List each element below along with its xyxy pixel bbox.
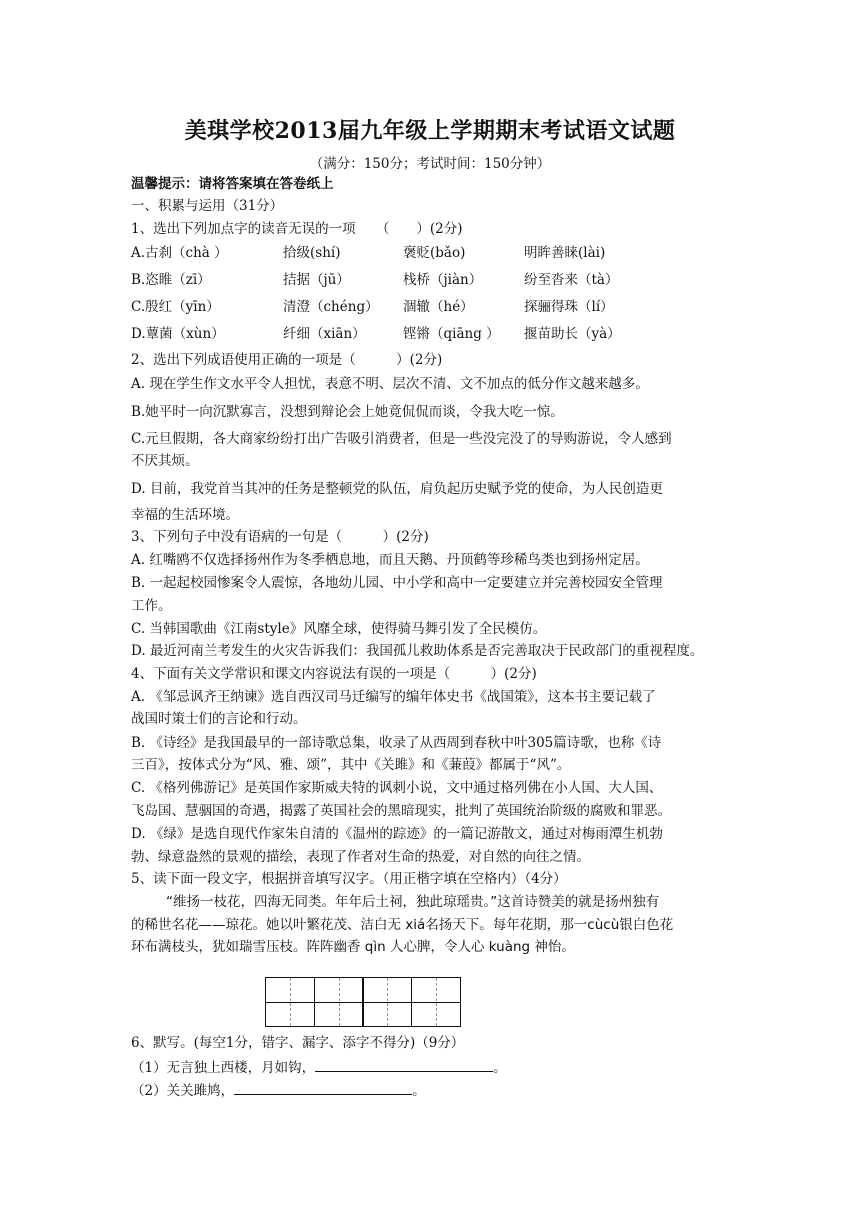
- q6-item-2-text: （2）关关雎鸠，: [131, 1083, 235, 1099]
- q1-option: 纤细（xiān）: [283, 326, 366, 342]
- q6-item-1: [131, 1057, 507, 1077]
- question-4-stem: 4、下面有关文学常识和课文内容说法有误的一项是（ ）(2分): [131, 666, 537, 682]
- answer-cell[interactable]: [411, 977, 461, 1027]
- tip: 温馨提示：请将答案填在答卷纸上: [131, 176, 334, 192]
- q1-option: 明眸善睐(lài): [524, 245, 606, 261]
- q6-item-2-end: 。: [412, 1083, 426, 1099]
- q4-option-c-cont: 飞岛国、慧骃国的奇遇，揭露了英国社会的黑暗现实，批判了英国统治阶级的腐败和罪恶。: [131, 803, 671, 819]
- question-6-stem: 6、默写。(每空1分，错字、漏字、添字不得分)（9分）: [131, 1035, 465, 1051]
- q1-option: 揠苗助长（yà）: [524, 326, 621, 342]
- q1-option: C.殷红（yīn）: [131, 299, 220, 315]
- q3-option-c: C. 当韩国歌曲《江南style》风靡全球，使得骑马舞引发了全民模仿。: [131, 621, 547, 637]
- question-2-stem: 2、选出下列成语使用正确的一项是（ ）(2分): [131, 352, 443, 368]
- q1-option: 褒贬(bǎo): [403, 245, 466, 261]
- q1-option: 涸辙（hé）: [403, 299, 474, 315]
- question-1-stem: 1、选出下列加点字的读音无误的一项 （ ）(2分): [131, 221, 463, 237]
- q4-option-d: D. 《绿》是选自现代作家朱自清的《温州的踪迹》的一篇记游散文，通过对梅雨潭生机勃: [131, 826, 663, 842]
- section-heading: 一、积累与运用（31分）: [131, 198, 284, 214]
- q1-option: 铿锵（qiāng ）: [403, 326, 500, 342]
- q3-option-d: D. 最近河南兰考发生的火灾告诉我们：我国孤儿救助体系是否完善取决于民政部门的重视程度。: [131, 643, 704, 659]
- q5-passage-line: 的稀世名花——琼花。她以叶繁花茂、洁白无 xiá名扬天下。每年花期，那一cùcù银白色花: [131, 917, 674, 933]
- q1-option: 拮据（jū）: [283, 272, 350, 288]
- answer-blank[interactable]: [234, 1080, 412, 1095]
- q1-option: 探骊得珠（lí）: [524, 299, 614, 315]
- q4-option-b: B. 《诗经》是我国最早的一部诗歌总集，收录了从西周到春秋中叶305篇诗歌，也称《诗: [131, 735, 662, 751]
- q4-option-a-cont: 战国时策士们的言论和行动。: [131, 711, 307, 727]
- q2-option-b: B.她平时一向沉默寡言，没想到辩论会上她竟侃侃而谈，令我大吃一惊。: [131, 404, 564, 420]
- q4-option-d-cont: 勃、绿意盎然的景观的描绘，表现了作者对生命的热爱，对自然的向往之情。: [131, 849, 590, 865]
- q4-option-c: C. 《格列佛游记》是英国作家斯威夫特的讽刺小说，文中通过格列佛在小人国、大人国、: [131, 780, 663, 796]
- q1-option: 纷至沓来（tà）: [524, 272, 619, 288]
- q2-option-c-cont: 不厌其烦。: [131, 453, 199, 469]
- answer-cell[interactable]: [314, 977, 364, 1027]
- q1-option: 拾级(shí): [283, 245, 341, 261]
- answer-grid: [265, 977, 461, 1027]
- q4-option-a: A. 《邹忌讽齐王纳谏》选自西汉司马迁编写的编年体史书《战国策》，这本书主要记载了: [131, 689, 656, 705]
- q2-option-a: A. 现在学生作文水平令人担忧，表意不明、层次不清、文不加点的低分作文越来越多。: [131, 376, 649, 392]
- q5-passage-line: “维扬一枝花，四海无同类。年年后土祠，独此琼瑶贵。”这首诗赞美的就是扬州独有: [166, 894, 660, 910]
- q5-passage-line: 环布满枝头，犹如瑞雪压枝。阵阵幽香 qìn 人心脾，令人心 kuàng 神怡。: [131, 939, 575, 955]
- q1-option: D.蕈菌（xùn）: [131, 326, 225, 342]
- question-5-stem: 5、读下面一段文字，根据拼音填写汉字。（用正楷字填在空格内）（4分）: [131, 871, 567, 887]
- q1-option: A.古刹（chà ）: [131, 245, 228, 261]
- q3-option-a: A. 红嘴鸥不仅选择扬州作为冬季栖息地，而且天鹅、丹顶鹤等珍稀鸟类也到扬州定居。: [131, 552, 649, 568]
- q1-option: B.恣睢（zī）: [131, 272, 211, 288]
- question-3-stem: 3、下列句子中没有语病的一句是（ ）(2分): [131, 529, 429, 545]
- q6-item-1-text: （1）无言独上西楼，月如钩，: [131, 1060, 316, 1076]
- exam-info: （满分：150分；考试时间：150分钟）: [309, 156, 551, 172]
- q3-option-b-cont: 工作。: [131, 598, 172, 614]
- q2-option-d: D. 目前，我党首当其冲的任务是整顿党的队伍，肩负起历史赋予党的使命，为人民创造更: [131, 481, 663, 497]
- q6-item-1-end: 。: [493, 1060, 507, 1076]
- q2-option-d-cont: 幸福的生活环境。: [131, 507, 239, 523]
- answer-cell[interactable]: [265, 977, 315, 1027]
- q1-option: 清澄（chéng）: [283, 299, 379, 315]
- q1-option: 栈桥（jiàn）: [403, 272, 483, 288]
- q6-item-2: [131, 1080, 426, 1100]
- answer-blank[interactable]: [315, 1057, 493, 1072]
- q4-option-b-cont: 三百》，按体式分为“风、雅、颂”，其中《关雎》和《蒹葭》都属于“风”。: [131, 757, 571, 773]
- q2-option-c: C.元旦假期，各大商家纷纷打出广告吸引消费者，但是一些没完没了的导购游说，令人感到: [131, 431, 672, 447]
- page-title: 美琪学校2013届九年级上学期期末考试语文试题: [184, 118, 676, 144]
- answer-cell[interactable]: [362, 977, 412, 1027]
- q3-option-b: B. 一起起校园惨案令人震惊，各地幼儿园、中小学和高中一定要建立并完善校园安全管理: [131, 575, 663, 591]
